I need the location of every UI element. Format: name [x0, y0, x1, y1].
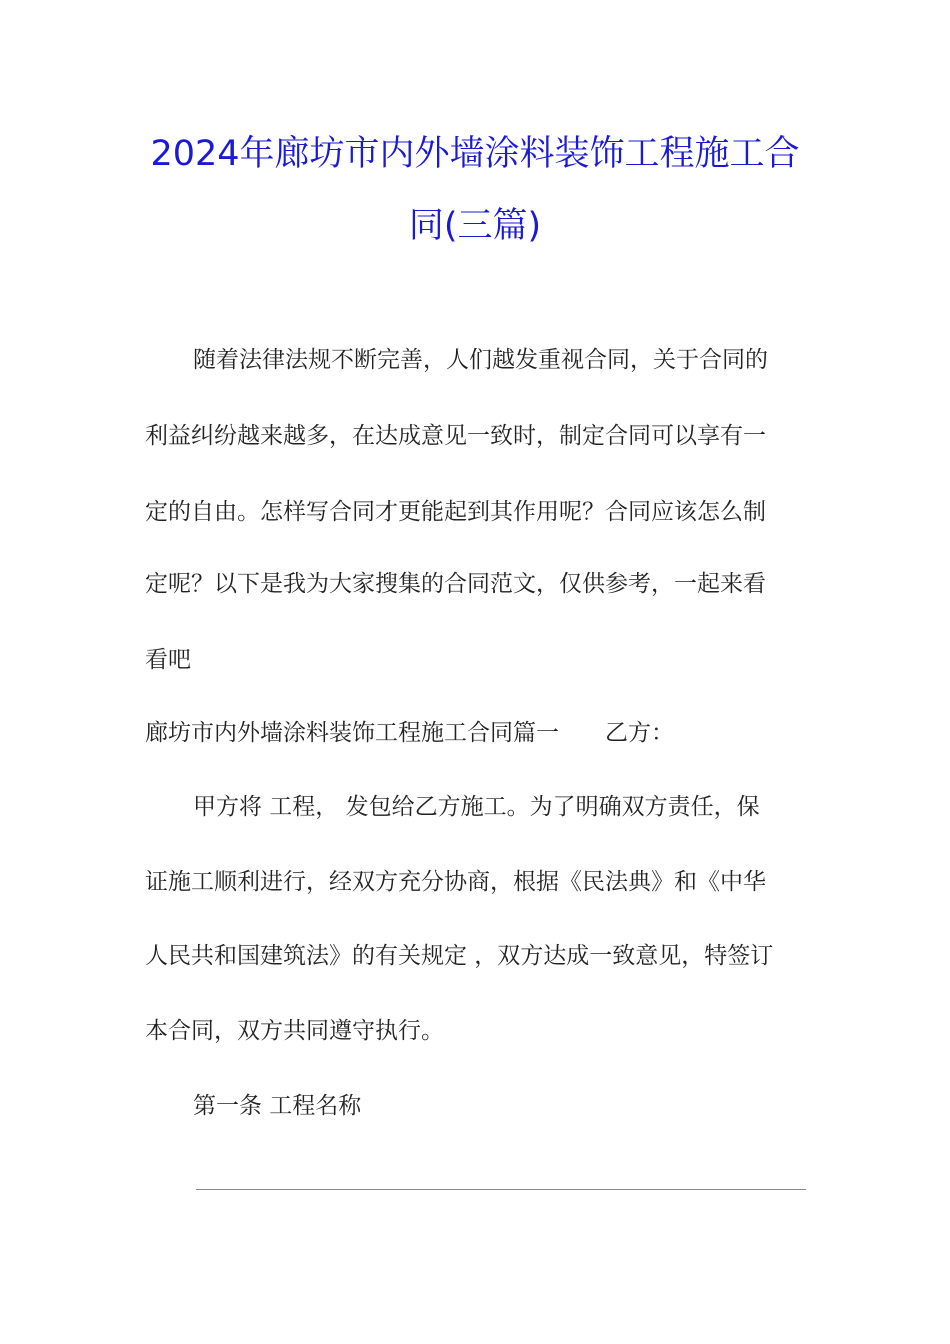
- document-title-line-2: 同(三篇): [408, 206, 542, 246]
- blank-fill-line: [196, 1189, 806, 1190]
- intro-line-5: 看吧: [145, 647, 191, 673]
- body-line-3: 人民共和国建筑法》的有关规定 ，双方达成一致意见，特签订: [145, 943, 774, 969]
- intro-line-3: 定的自由。怎样写合同才更能起到其作用呢？合同应该怎么制: [145, 499, 766, 525]
- intro-line-4: 定呢？以下是我为大家搜集的合同范文，仅供参考，一起来看: [145, 571, 766, 597]
- body-line-2: 证施工顺利进行，经双方充分协商，根据《民法典》和《中华: [145, 869, 766, 895]
- document-title-line-1: 2024年廊坊市内外墙涂料装饰工程施工合: [150, 134, 800, 174]
- intro-line-2: 利益纠纷越来越多，在达成意见一致时，制定合同可以享有一: [145, 423, 766, 449]
- article-1-heading: 第一条 工程名称: [193, 1093, 362, 1119]
- section-heading: 廊坊市内外墙涂料装饰工程施工合同篇一 乙方：: [145, 720, 674, 746]
- body-line-4: 本合同，双方共同遵守执行。: [145, 1018, 444, 1044]
- body-line-1: 甲方将 工程， 发包给乙方施工。为了明确双方责任，保: [193, 794, 760, 820]
- intro-line-1: 随着法律法规不断完善，人们越发重视合同，关于合同的: [193, 347, 768, 373]
